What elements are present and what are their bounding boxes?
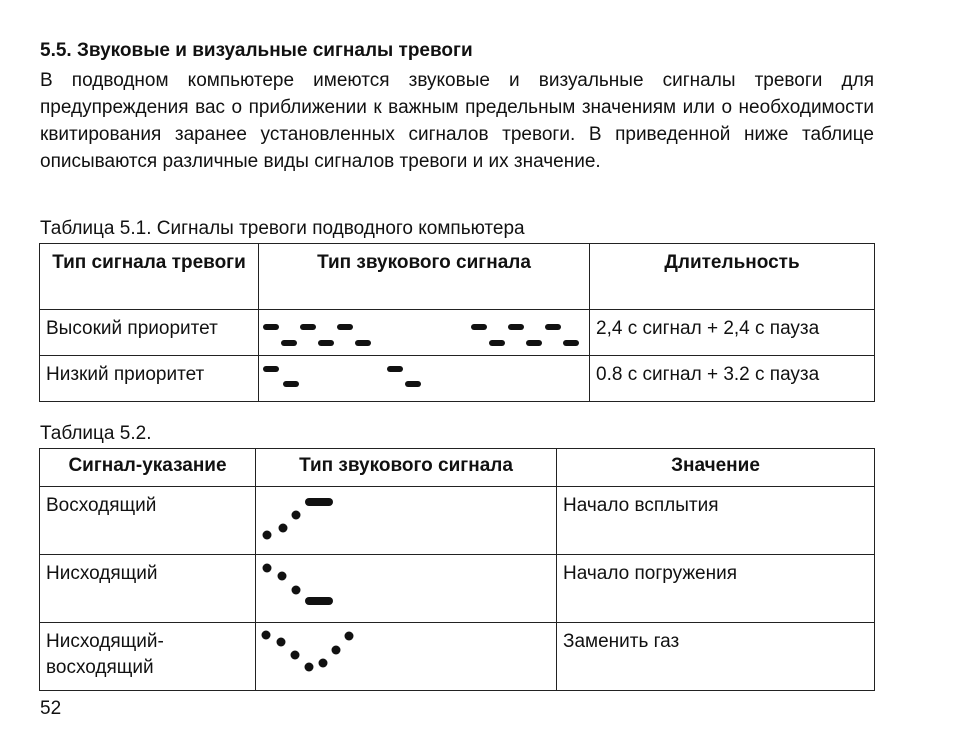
signal-type-cell: Высокий приоритет xyxy=(40,310,259,356)
table2-caption: Таблица 5.2. xyxy=(40,423,152,444)
page-number: 52 xyxy=(40,698,62,719)
meaning-cell: Заменить газ xyxy=(557,623,875,691)
indication-signals-table xyxy=(39,448,875,691)
signal-type-cell: Низкий приоритет xyxy=(40,356,259,402)
meaning-cell: Начало погружения xyxy=(557,555,875,623)
section-heading: 5.5. Звуковые и визуальные сигналы тревоги xyxy=(40,40,473,61)
table-header-row xyxy=(40,449,875,487)
column-header: Длительность xyxy=(590,244,875,310)
column-header: Сигнал-указание xyxy=(40,449,256,487)
high-priority-beep-pattern-icon xyxy=(259,310,590,356)
section-paragraph: В подводном компьютере имеются звуковые и визуальные сигналы тревоги для предупреждения вас о приближении к важным предельным значениям или о необходимости квитирования заранее установленных сигналов тревоги. В приведенной ниже таблице описываются различные виды сигналов тревоги и их значение. xyxy=(40,70,874,172)
table-row xyxy=(40,310,875,356)
column-header: Тип звукового сигнала xyxy=(256,449,557,487)
table-row xyxy=(40,356,875,402)
signal-type-cell: Восходящий xyxy=(40,487,256,555)
column-header: Тип сигнала тревоги xyxy=(40,244,259,310)
signal-type-cell: Нисходящий-восходящий xyxy=(40,623,256,691)
ascending-tone-pattern-icon xyxy=(256,487,557,555)
duration-cell: 0.8 с сигнал + 3.2 с пауза xyxy=(590,356,875,402)
table-row xyxy=(40,623,875,691)
signal-type-cell: Нисходящий xyxy=(40,555,256,623)
table-row xyxy=(40,555,875,623)
alarm-signals-table xyxy=(39,243,875,402)
duration-cell: 2,4 с сигнал + 2,4 с пауза xyxy=(590,310,875,356)
low-priority-beep-pattern-icon xyxy=(259,356,590,402)
table-header-row xyxy=(40,244,875,310)
descending-ascending-tone-pattern-icon xyxy=(256,623,557,691)
descending-tone-pattern-icon xyxy=(256,555,557,623)
table-row xyxy=(40,487,875,555)
column-header: Значение xyxy=(557,449,875,487)
column-header: Тип звукового сигнала xyxy=(259,244,590,310)
table1-caption: Таблица 5.1. Сигналы тревоги подводного компьютера xyxy=(40,218,525,239)
meaning-cell: Начало всплытия xyxy=(557,487,875,555)
